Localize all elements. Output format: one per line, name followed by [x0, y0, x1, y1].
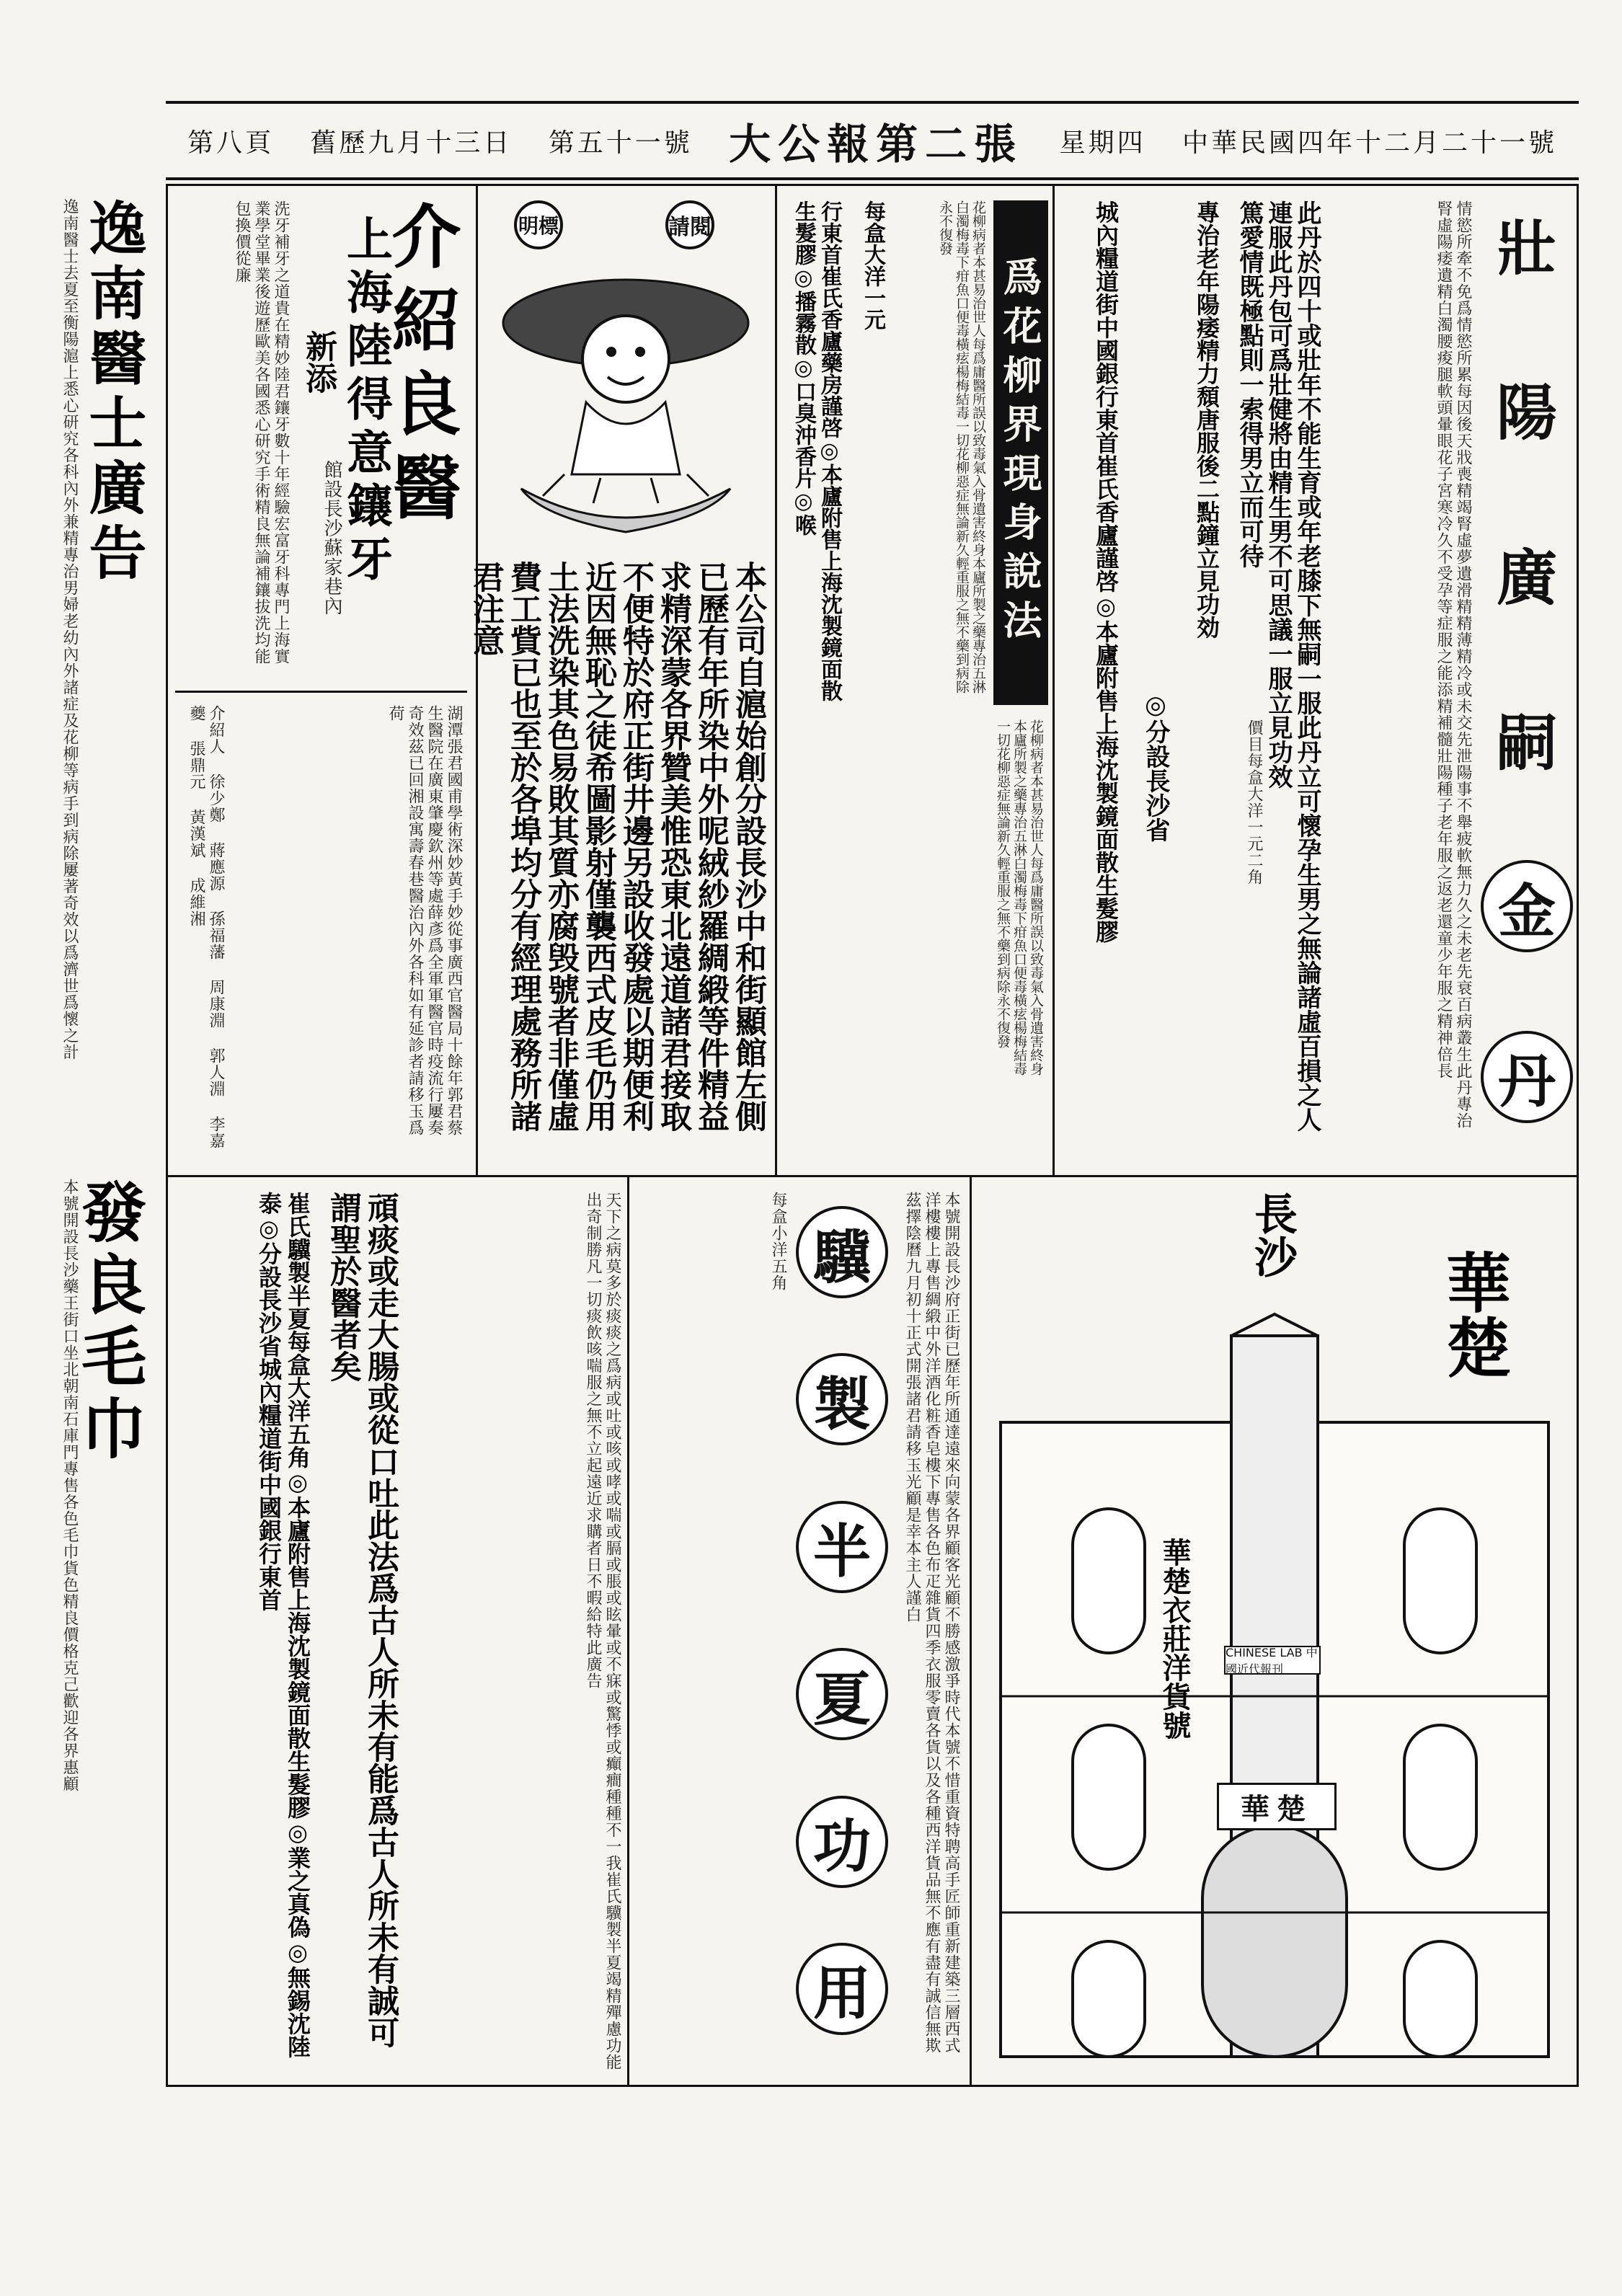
- title-char-circled: 功: [796, 1796, 888, 1888]
- banxia-note: 頑痰或走大腸或從口吐此法爲古人所未有能爲古人所未有誠可謂聖於醫者矣: [324, 1192, 399, 2048]
- zhuangyang-love: 篤愛情既極點則一索得男立而可待: [1235, 200, 1264, 568]
- title-char-circled: 半: [796, 1501, 888, 1593]
- hualiu-price: 每盒大洋一元: [860, 200, 885, 330]
- zhuangyang-branch-note: 專治老年陽痿精力頹唐服後二點鐘立見功効: [1193, 200, 1220, 639]
- banxia-body-right: 每盒小洋五角: [769, 1192, 787, 1291]
- hualiu-ad: [777, 186, 1051, 1173]
- zhuangyang-body: 情慾所牽不免爲情慾所累每因後天戕喪精竭腎虛夢遺滑精精薄精冷或未交先泄陽事不舉疲軟無力久之未老先衰百病叢生此丹專治腎虛陽痿遺精白濁腰痠腿軟頭暈眼花子宮寒冷久不受孕等症服之能添精補髓壯陽種子老年服之返老還童少年服之精神倍長: [1435, 200, 1472, 1129]
- zhuangyang-price: 價目每盒大洋一元二角: [1245, 719, 1263, 885]
- huachu-body-column: [896, 1192, 961, 2057]
- title-char: 廣: [1496, 542, 1557, 614]
- company-body: 本公司自滬始創分設長沙中和街顯館左側已歷有年所染中外呢絨紗羅綢緞等件精益求精深蒙各界贊美惟恐東北遠道諸君接取不便特於府正街井邊另設收發處以期便利近因無恥之徒希圖影射僅襲西式皮毛仍用土法洗染其色易敗其質亦腐毁號者非僅虛費工貲已也至於各埠均分有經理處務所諸君注意: [467, 561, 766, 1132]
- hualiu-body-upper: 花柳病者本甚易治世人每爲庸醫所誤以致毒氣入骨遺害終身本廬所製之藥專治五淋白濁梅毒下疳魚口便毒橫痃楊梅結毒一切花柳惡症無論新久輕重服之無不藥到病除永不復發: [937, 200, 986, 693]
- huachu-sign: 華楚: [1217, 1783, 1337, 1830]
- jieshao-title: 介紹良醫: [381, 200, 462, 535]
- huachu-title-big: 華楚: [1435, 1249, 1511, 1379]
- title-char-circled: 用: [796, 1943, 888, 2035]
- hualiu-shop: 行東首崔氏香廬藥房謹啓◎本廬附售上海沈製鏡面散生髮膠◎播霧散◎口臭沖香片◎喉: [791, 200, 842, 701]
- doctors-introducers: 介紹人 徐少鄭 蔣應源 孫福藩 周康淵 郭人淵 李嘉夔 張鼎元 黃漢斌 成維湘: [187, 705, 225, 1149]
- clinic-divider: [175, 691, 467, 693]
- zhuangyang-title-column: [1480, 200, 1574, 1123]
- huachu-sign-vertical: 華楚衣莊洋貨號: [1158, 1538, 1192, 1739]
- huachu-side-title: 長沙: [1247, 1192, 1298, 1278]
- masthead-page: 第八頁: [187, 128, 275, 158]
- zhuangyang-points: 此丹於四十或壯年不能生育或年老膝下無嗣一服此丹立可懷孕生男之無論諸虛百損之人連服此丹包可爲壯健將由精生男不可思議一服立見功效: [1264, 200, 1321, 1132]
- banxia-ad: [629, 1177, 968, 2085]
- masthead-date-roc: 中華民國四年十二月二十一號: [1182, 128, 1557, 158]
- title-char-circled: 驥: [796, 1206, 888, 1298]
- huachu-body: 本號開設長沙府正街已歷年所通達遠來向蒙各界顧客光顧不勝感激爭時代本號不惜重資特聘高手匠師重新建築三層西式洋樓樓上專售綢緞中外洋酒化粧香皂樓下專售各色布疋雜貨四季衣服零賣各貨以及各種西洋貨品無不應有盡有誠信無欺茲擇陰曆九月初十正式開張諸君請移玉光顧是幸本主人謹白: [903, 1192, 960, 2054]
- zhuangyang-ad: [1055, 186, 1577, 1173]
- title-char-circled: 夏: [796, 1648, 888, 1740]
- title-char: 壯: [1496, 212, 1557, 284]
- banxia-ad-continued: [168, 1177, 625, 2085]
- building-drawing: [986, 1321, 1563, 2071]
- jieshao-ad: [168, 186, 474, 1173]
- hualiu-body: 花柳病者本甚易治世人每爲庸醫所誤以致毒氣入骨遺害終身本廬所製之藥專治五淋白濁梅毒下疳魚口便毒橫痃楊梅結毒一切花柳惡症無論新久輕重服之無不藥到病除永不復發: [995, 719, 1044, 1076]
- zhuangyang-shop: 城內糧道街中國銀行東首崔氏香廬謹啓◎本廬附售上海沈製鏡面散生髮膠: [1092, 200, 1120, 943]
- badge-read: 請閱: [665, 200, 714, 249]
- left-body-2: 本號開設長沙藥王街口坐北朝南石庫門專售各色毛巾貨色精良價格克己歡迎各界惠顧: [61, 1179, 79, 1792]
- title-char-circled: 製: [796, 1353, 888, 1445]
- badge-mark: 明標: [514, 200, 563, 249]
- cherub-illustration: [492, 200, 759, 546]
- clinic-address: 館設長沙蘇家巷內: [321, 460, 342, 616]
- url-stamp: CHINESE LAB 中國近代報刊: [1224, 1646, 1321, 1675]
- masthead-date-lunar: 舊歷九月十三日: [310, 128, 513, 158]
- clinic-place: 上海陸得意鑲牙: [339, 215, 393, 588]
- title-char-circled: 金: [1481, 860, 1573, 952]
- cherub-drawing: [492, 200, 759, 546]
- doctors-body: 湖潭張君國甫學術深妙黃手妙從事廣西官醫局十餘年郭君蔡生醫院在廣東肇慶欽州等處薛彥爲全軍軍醫官時疫流行屢奏奇效茲已回湘設寓壽春巷醫治內外各科如有延診者請移玉爲荷: [386, 705, 463, 1136]
- clinic-place-new: 新添: [300, 330, 337, 394]
- left-body: 逸南醫士去夏至衡陽滬上悉心研究各科內外兼精專治男婦老幼內外諸症及花柳等病手到病除屢著奇效以爲濟世爲懷之計: [61, 198, 79, 1060]
- banxia-body: 天下之病莫多於痰痰之爲病或吐或咳或哮或喘或膈或脹或眩暈或不寐或驚悸或癲癎種種不一我崔氏驥製半夏竭精殫慮功能出奇制勝凡一切痰飲咳喘服之無不立起遠近求購者日不暇給特此廣告: [584, 1192, 621, 2070]
- title-char-circled: 丹: [1481, 1031, 1573, 1123]
- huachu-ad: [972, 1177, 1577, 2085]
- zhuangyang-branch-shop: ◎分設長沙省: [1141, 691, 1170, 842]
- title-char: 陽: [1496, 377, 1557, 449]
- clinic-body: 洗牙補牙之道貴在精妙陸君鑲牙數十年經驗宏富牙科專門上海實業學堂畢業後遊歷歐美各國悉心研究手術精良無論補鑲拔洗均能包換價從廉: [233, 200, 290, 665]
- company-block: [467, 186, 774, 1173]
- title-char: 嗣: [1496, 706, 1557, 779]
- left-strip: [14, 184, 159, 2087]
- hualiu-title: 爲花柳界現身說法: [993, 200, 1048, 705]
- left-title: 逸南醫士廣告: [79, 198, 147, 588]
- left-title-2: 發良毛巾: [70, 1179, 146, 1467]
- masthead-paper-name: 大公報第二張: [729, 120, 1024, 169]
- masthead: [166, 101, 1579, 180]
- building-illustration: [986, 1321, 1563, 2071]
- banxia-footer: 崔氏驥製半夏每盒大洋五角◎本廬附售上海沈製鏡面散生髮膠◎業之真偽◎無錫沈陸泰◎分設長沙省城內糧道街中國銀行東首: [255, 1192, 311, 2058]
- masthead-issue: 第五十一號: [548, 128, 693, 158]
- masthead-weekday: 星期四: [1059, 128, 1146, 158]
- banxia-title-column: [795, 1206, 889, 2035]
